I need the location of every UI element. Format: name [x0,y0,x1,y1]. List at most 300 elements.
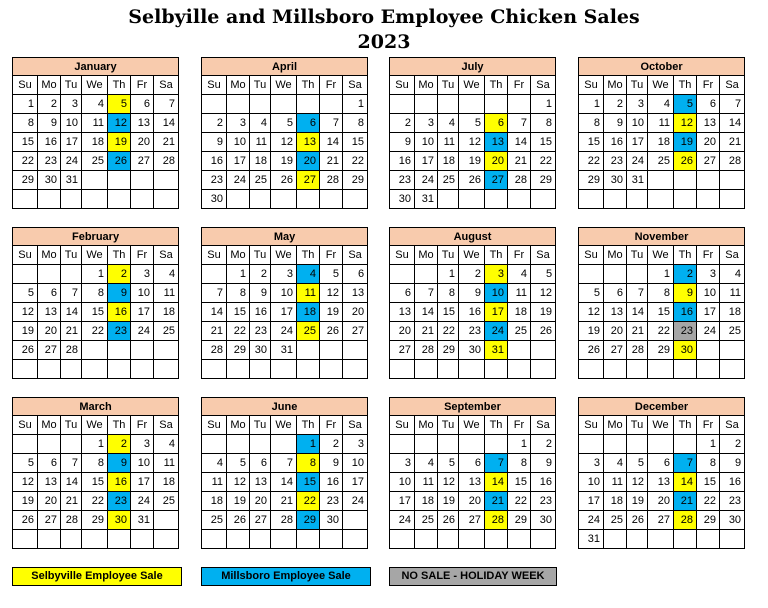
month-calendar-april [201,57,368,209]
month-calendar-november [578,227,745,379]
day-cell: 20 [459,492,485,511]
empty-cell [674,435,697,454]
empty-cell [415,265,438,284]
empty-cell [604,360,627,379]
empty-cell [720,360,745,379]
day-cell: 4 [415,454,438,473]
empty-cell [343,530,368,549]
week-row [13,322,179,341]
day-cell: 16 [38,133,61,152]
day-cell: 18 [720,303,745,322]
day-cell: 1 [343,95,368,114]
day-cell: 9 [108,454,131,473]
empty-cell [648,190,674,209]
empty-cell [297,360,320,379]
day-cell: 19 [459,152,485,171]
day-cell: 13 [250,473,271,492]
day-cell: 8 [438,284,459,303]
day-cell: 15 [697,473,720,492]
weekday-label: Tu [61,76,82,95]
week-row [202,284,368,303]
day-cell: 24 [343,492,368,511]
empty-cell [697,190,720,209]
week-row [579,303,745,322]
empty-cell [38,265,61,284]
weekday-label: Th [674,416,697,435]
empty-cell [154,360,179,379]
day-cell: 12 [13,303,38,322]
empty-cell [579,190,604,209]
weekday-label: Tu [250,416,271,435]
empty-cell [108,530,131,549]
weekday-label: Mo [38,246,61,265]
day-cell: 30 [604,171,627,190]
weekday-label: Fr [508,416,531,435]
week-row [202,133,368,152]
legend-holiday: NO SALE - HOLIDAY WEEK [389,567,557,586]
day-cell: 6 [131,95,154,114]
empty-cell [38,530,61,549]
week-row [579,435,745,454]
week-row [390,530,556,549]
empty-cell [320,341,343,360]
day-cell: 14 [61,303,82,322]
month-name: July [390,58,556,76]
day-cell: 1 [13,95,38,114]
day-cell: 29 [648,341,674,360]
empty-cell [202,265,227,284]
week-row [390,435,556,454]
day-cell: 5 [531,265,556,284]
day-cell: 13 [343,284,368,303]
day-cell: 29 [438,341,459,360]
day-cell: 24 [227,171,250,190]
weekday-label: Th [108,246,131,265]
empty-cell [13,190,38,209]
weekday-label: Su [13,76,38,95]
empty-cell [627,265,648,284]
month-calendar-june [201,397,368,549]
weekday-label: Sa [154,416,179,435]
empty-cell [227,435,250,454]
week-row [579,511,745,530]
day-cell: 6 [459,454,485,473]
weekday-label: Sa [154,76,179,95]
day-cell: 18 [508,303,531,322]
empty-cell [415,435,438,454]
empty-cell [250,360,271,379]
day-cell: 2 [202,114,227,133]
day-cell: 16 [202,152,227,171]
day-cell: 10 [415,133,438,152]
day-cell: 29 [697,511,720,530]
day-cell: 9 [674,284,697,303]
day-cell: 1 [697,435,720,454]
day-cell: 20 [390,322,415,341]
day-cell: 22 [531,152,556,171]
weekday-label: Th [108,76,131,95]
day-cell: 23 [108,322,131,341]
month-name: August [390,228,556,246]
weekday-label: We [82,416,108,435]
empty-cell [531,190,556,209]
day-cell: 28 [508,171,531,190]
empty-cell [627,530,648,549]
empty-cell [648,171,674,190]
week-row [13,114,179,133]
day-cell: 16 [604,133,627,152]
week-row [390,133,556,152]
day-cell: 22 [297,492,320,511]
empty-cell [720,171,745,190]
empty-cell [697,341,720,360]
weekday-label: We [459,76,485,95]
day-cell: 9 [720,454,745,473]
day-cell: 13 [485,133,508,152]
weekday-label: We [459,416,485,435]
week-row [202,454,368,473]
day-cell: 21 [627,322,648,341]
day-cell: 10 [627,114,648,133]
month-name: June [202,398,368,416]
week-row [579,530,745,549]
day-cell: 12 [531,284,556,303]
day-cell: 25 [154,322,179,341]
day-cell: 28 [720,152,745,171]
week-row [390,190,556,209]
week-row [202,95,368,114]
weekday-label: We [271,76,297,95]
day-cell: 22 [82,322,108,341]
week-row [202,265,368,284]
weekday-label: Su [390,76,415,95]
day-cell: 6 [38,284,61,303]
day-cell: 28 [320,171,343,190]
day-cell: 17 [627,133,648,152]
day-cell: 10 [271,284,297,303]
empty-cell [720,341,745,360]
day-cell: 26 [271,171,297,190]
day-cell: 21 [720,133,745,152]
weekday-label: We [648,76,674,95]
week-row [13,454,179,473]
empty-cell [627,360,648,379]
day-cell: 29 [13,171,38,190]
day-cell: 28 [61,511,82,530]
day-cell: 24 [131,492,154,511]
weekday-label: We [82,246,108,265]
empty-cell [131,341,154,360]
day-cell: 27 [250,511,271,530]
empty-cell [415,360,438,379]
day-cell: 5 [13,454,38,473]
day-cell: 9 [320,454,343,473]
day-cell: 19 [320,303,343,322]
week-row [202,530,368,549]
day-cell: 18 [604,492,627,511]
month-name: September [390,398,556,416]
empty-cell [508,95,531,114]
empty-cell [604,530,627,549]
day-cell: 29 [531,171,556,190]
week-row [390,265,556,284]
day-cell: 12 [108,114,131,133]
empty-cell [390,360,415,379]
day-cell: 6 [485,114,508,133]
day-cell: 5 [459,114,485,133]
empty-cell [131,360,154,379]
week-row [202,171,368,190]
empty-cell [320,95,343,114]
day-cell: 22 [508,492,531,511]
weekday-label: We [271,416,297,435]
day-cell: 30 [459,341,485,360]
empty-cell [250,435,271,454]
weekday-label: Tu [627,76,648,95]
day-cell: 21 [271,492,297,511]
day-cell: 19 [13,492,38,511]
day-cell: 23 [459,322,485,341]
empty-cell [320,360,343,379]
day-cell: 2 [320,435,343,454]
day-cell: 8 [297,454,320,473]
weekday-label: We [82,76,108,95]
weekday-label: Fr [697,246,720,265]
empty-cell [38,190,61,209]
empty-cell [297,95,320,114]
day-cell: 17 [343,473,368,492]
day-cell: 6 [390,284,415,303]
weekday-label: Th [108,416,131,435]
weekday-label: Tu [438,76,459,95]
day-cell: 20 [38,492,61,511]
day-cell: 16 [720,473,745,492]
weekday-label: We [648,246,674,265]
empty-cell [508,360,531,379]
weekday-label: Su [202,76,227,95]
day-cell: 24 [697,322,720,341]
day-cell: 9 [202,133,227,152]
week-row [579,473,745,492]
weekday-label: Su [13,246,38,265]
day-cell: 30 [390,190,415,209]
day-cell: 13 [390,303,415,322]
empty-cell [697,360,720,379]
day-cell: 23 [202,171,227,190]
week-row [579,95,745,114]
day-cell: 26 [13,341,38,360]
weekday-label: Su [13,416,38,435]
day-cell: 22 [697,492,720,511]
week-row [390,454,556,473]
empty-cell [202,435,227,454]
day-cell: 8 [13,114,38,133]
empty-cell [131,171,154,190]
day-cell: 20 [297,152,320,171]
day-cell: 30 [202,190,227,209]
empty-cell [531,530,556,549]
weekday-label: Mo [604,76,627,95]
day-cell: 17 [390,492,415,511]
week-row [202,511,368,530]
weekday-label: Mo [227,246,250,265]
day-cell: 28 [61,341,82,360]
day-cell: 31 [485,341,508,360]
day-cell: 14 [271,473,297,492]
empty-cell [720,530,745,549]
empty-cell [250,190,271,209]
weekday-label: Th [297,76,320,95]
week-row [13,435,179,454]
day-cell: 3 [697,265,720,284]
day-cell: 16 [320,473,343,492]
day-cell: 30 [38,171,61,190]
day-cell: 8 [343,114,368,133]
day-cell: 27 [697,152,720,171]
month-name: February [13,228,179,246]
day-cell: 16 [108,303,131,322]
day-cell: 7 [720,95,745,114]
empty-cell [61,360,82,379]
week-row [202,473,368,492]
day-cell: 22 [227,322,250,341]
empty-cell [38,360,61,379]
day-cell: 30 [720,511,745,530]
day-cell: 15 [82,473,108,492]
legend-millsboro: Millsboro Employee Sale [201,567,371,586]
empty-cell [154,511,179,530]
month-calendar-october [578,57,745,209]
day-cell: 6 [604,284,627,303]
day-cell: 28 [415,341,438,360]
empty-cell [508,190,531,209]
week-row [202,114,368,133]
day-cell: 25 [604,511,627,530]
day-cell: 27 [38,511,61,530]
empty-cell [674,530,697,549]
week-row [13,473,179,492]
empty-cell [271,530,297,549]
day-cell: 29 [297,511,320,530]
day-cell: 20 [250,492,271,511]
empty-cell [390,265,415,284]
day-cell: 14 [508,133,531,152]
empty-cell [250,530,271,549]
weekday-label: Sa [531,246,556,265]
weekday-label: Su [390,416,415,435]
week-row [13,341,179,360]
empty-cell [297,341,320,360]
weekday-label: Fr [697,76,720,95]
weekday-label: Mo [38,416,61,435]
weekday-label: Fr [320,246,343,265]
day-cell: 10 [485,284,508,303]
day-cell: 17 [485,303,508,322]
day-cell: 10 [343,454,368,473]
empty-cell [459,435,485,454]
day-cell: 18 [82,133,108,152]
day-cell: 17 [579,492,604,511]
day-cell: 13 [697,114,720,133]
day-cell: 16 [674,303,697,322]
day-cell: 18 [154,473,179,492]
empty-cell [154,190,179,209]
day-cell: 7 [320,114,343,133]
day-cell: 11 [508,284,531,303]
day-cell: 12 [271,133,297,152]
empty-cell [674,360,697,379]
empty-cell [227,190,250,209]
day-cell: 10 [697,284,720,303]
weekday-label: Mo [415,76,438,95]
empty-cell [13,435,38,454]
weekday-label: Su [202,416,227,435]
week-row [390,322,556,341]
day-cell: 26 [320,322,343,341]
day-cell: 10 [227,133,250,152]
weekday-label: Sa [343,416,368,435]
day-cell: 13 [131,114,154,133]
weekday-label: Su [390,246,415,265]
empty-cell [13,530,38,549]
day-cell: 4 [82,95,108,114]
day-cell: 18 [438,152,459,171]
weekday-label: We [271,246,297,265]
day-cell: 13 [648,473,674,492]
day-cell: 21 [415,322,438,341]
day-cell: 11 [297,284,320,303]
day-cell: 28 [202,341,227,360]
day-cell: 21 [508,152,531,171]
day-cell: 12 [320,284,343,303]
day-cell: 26 [459,171,485,190]
day-cell: 3 [227,114,250,133]
week-row [390,341,556,360]
day-cell: 13 [604,303,627,322]
day-cell: 25 [508,322,531,341]
day-cell: 8 [508,454,531,473]
day-cell: 31 [271,341,297,360]
empty-cell [390,530,415,549]
empty-cell [485,95,508,114]
day-cell: 15 [648,303,674,322]
empty-cell [202,95,227,114]
day-cell: 5 [108,95,131,114]
week-row [13,171,179,190]
empty-cell [604,265,627,284]
day-cell: 21 [202,322,227,341]
day-cell: 28 [627,341,648,360]
day-cell: 21 [154,133,179,152]
day-cell: 27 [343,322,368,341]
empty-cell [438,530,459,549]
empty-cell [604,190,627,209]
empty-cell [202,360,227,379]
day-cell: 19 [674,133,697,152]
day-cell: 4 [154,265,179,284]
week-row [202,303,368,322]
day-cell: 16 [531,473,556,492]
day-cell: 27 [297,171,320,190]
day-cell: 1 [297,435,320,454]
day-cell: 26 [227,511,250,530]
day-cell: 1 [648,265,674,284]
week-row [13,95,179,114]
day-cell: 9 [108,284,131,303]
day-cell: 11 [415,473,438,492]
week-row [390,303,556,322]
day-cell: 26 [579,341,604,360]
